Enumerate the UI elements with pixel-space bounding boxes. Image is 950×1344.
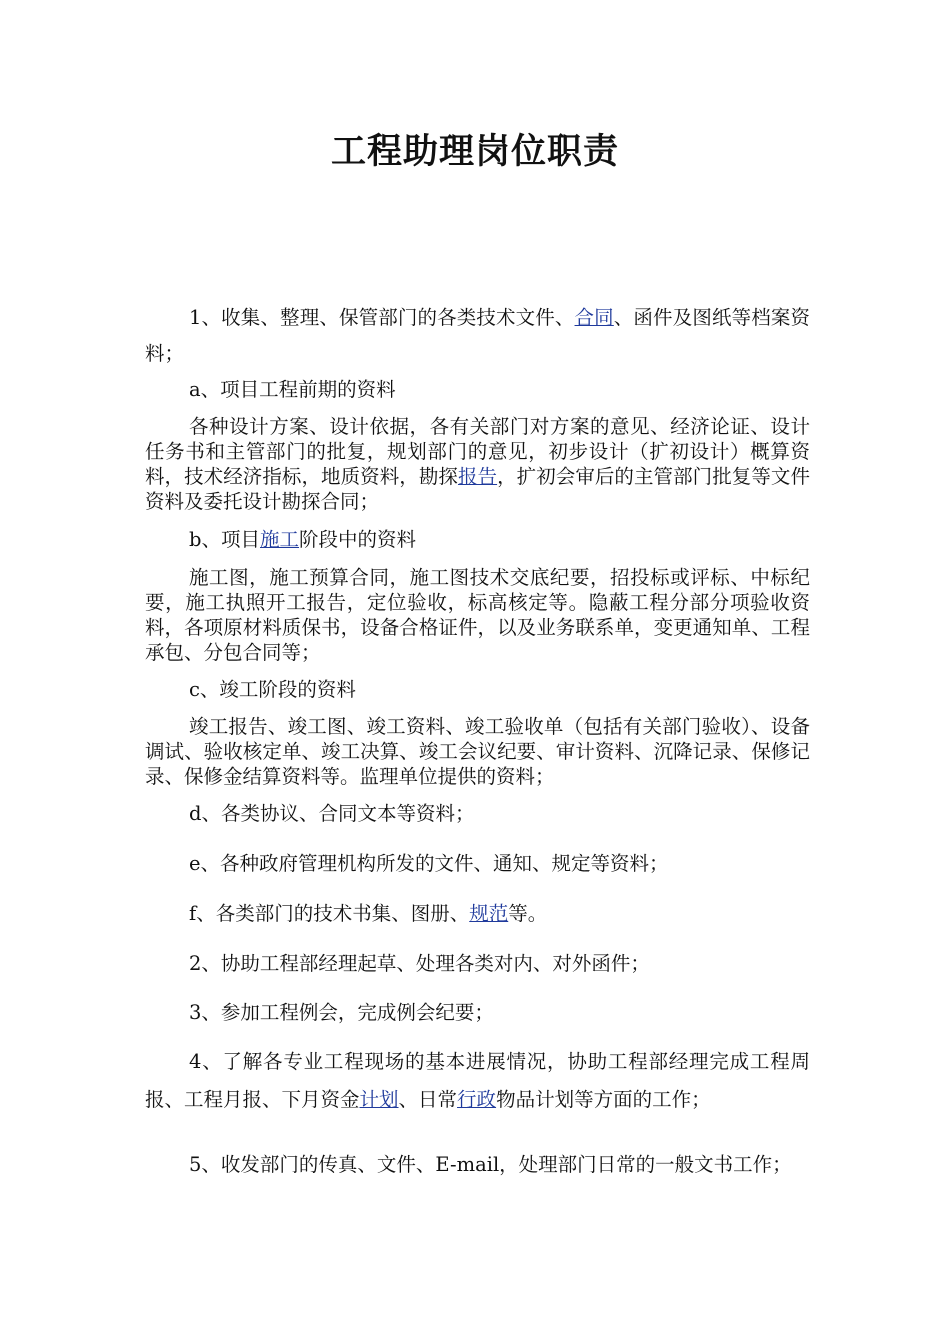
item-f-text: f、各类部门的技术书集、图册、 <box>189 902 470 925</box>
subheading-b-text-end: 阶段中的资料 <box>299 528 417 551</box>
link-contract[interactable]: 合同 <box>574 306 614 329</box>
page-title: 工程助理岗位职责 <box>330 131 619 172</box>
link-specification[interactable]: 规范 <box>469 902 509 925</box>
paragraph-a-text: 各种设计方案、设计依据，各有关部门对方案的意见、经济论证、设计任务书和主管部门的批复，规划部门的意见，初步设计（扩初设计）概算资料，技术经济指标，地质资料，勘探 <box>145 415 810 488</box>
item-4-text: 4、了解各专业工程现场的基本进展情况，协助工程部经理完成工程周报、工程月报、下月资金 <box>145 1050 810 1111</box>
item-2: 2、协助工程部经理起草、处理各类对内、对外函件； <box>189 952 650 975</box>
subheading-a: a、项目工程前期的资料 <box>189 378 396 401</box>
link-plan[interactable]: 计划 <box>359 1088 399 1111</box>
item-3: 3、参加工程例会，完成例会纪要； <box>189 1001 494 1024</box>
subheading-c: c、竣工阶段的资料 <box>189 678 356 701</box>
item-5: 5、收发部门的传真、文件、E-mail，处理部门日常的一般文书工作； <box>189 1153 792 1176</box>
subheading-b-text: b、项目 <box>189 528 260 551</box>
item-f <box>145 901 810 926</box>
link-administration[interactable]: 行政 <box>457 1088 497 1111</box>
paragraph-1-text: 1、收集、整理、保管部门的各类技术文件、 <box>189 306 575 329</box>
paragraph-1-text-end: 、函件及图纸等档案资料； <box>145 306 810 365</box>
item-4 <box>145 1043 810 1119</box>
item-4-text-end: 物品计划等方面的工作； <box>496 1088 711 1111</box>
link-report[interactable]: 报告 <box>457 465 498 488</box>
item-4-text-mid: 、日常 <box>398 1088 458 1111</box>
paragraph-a <box>145 414 810 514</box>
paragraph-b: 施工图，施工预算合同，施工图技术交底纪要，招投标或评标、中标纪要，施工执照开工报告，定位验收，标高核定等。隐蔽工程分部分项验收资料，各项原材料质保书，设备合格证件，以及业务联系单，变更通知单、工程承包、分包合同等； <box>145 566 810 664</box>
item-e: e、各种政府管理机构所发的文件、通知、规定等资料； <box>189 852 669 875</box>
paragraph-1 <box>145 300 810 372</box>
item-f-text-end: 等。 <box>508 902 548 925</box>
paragraph-c: 竣工报告、竣工图、竣工资料、竣工验收单（包括有关部门验收）、设备调试、验收核定单、竣工决算、竣工会议纪要、审计资料、沉降记录、保修记录、保修金结算资料等。监理单位提供的资料； <box>145 715 810 788</box>
item-d: d、各类协议、合同文本等资料； <box>189 802 475 825</box>
subheading-b <box>145 527 810 552</box>
paragraph-a-text-end: ，扩初会审后的主管部门批复等文件资料及委托设计勘探合同； <box>145 465 810 513</box>
link-construction[interactable]: 施工 <box>259 528 299 551</box>
